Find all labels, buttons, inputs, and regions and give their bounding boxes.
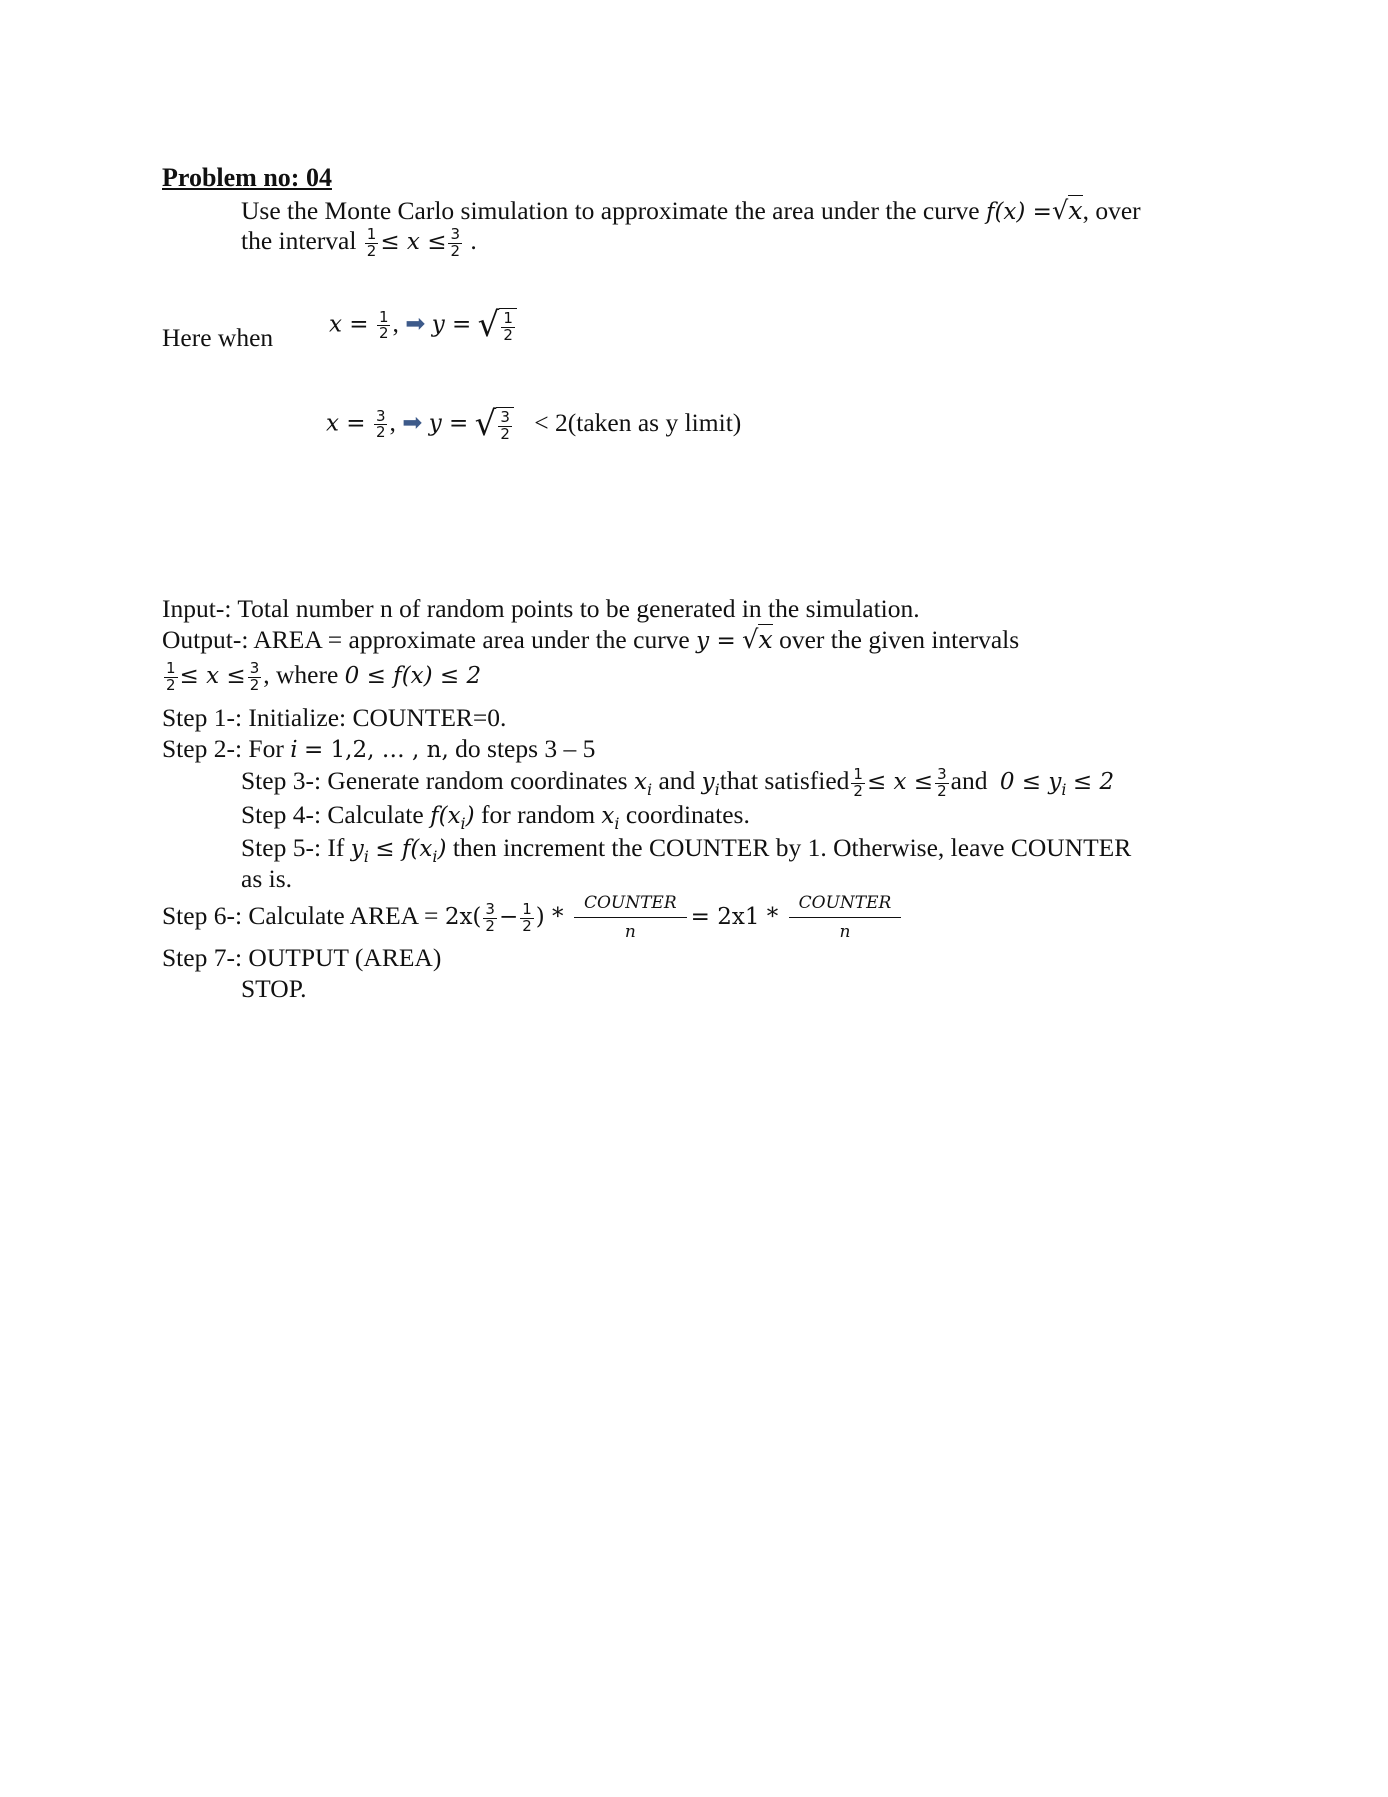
step-4-text: for random bbox=[481, 800, 596, 829]
comma: , bbox=[389, 407, 396, 437]
interval-inequality: ≤ x ≤ bbox=[866, 769, 934, 795]
step-4 bbox=[241, 800, 750, 833]
var-y: y bbox=[701, 769, 715, 795]
and-label: and bbox=[658, 766, 696, 795]
fraction-x1: $\frac{1}{2}$ bbox=[378, 307, 389, 343]
fraction-three-halves: $\frac{3}{2}$ bbox=[485, 900, 495, 935]
fraction-half: $\frac{1}{2}$ bbox=[853, 764, 863, 800]
y-equals: y = bbox=[428, 410, 469, 437]
var-y: y bbox=[350, 836, 364, 862]
step-5 bbox=[241, 833, 1131, 866]
area-expr: 2x( bbox=[444, 904, 482, 931]
sqrt-x: √x bbox=[1051, 196, 1083, 226]
equals-2x1: = 2x1 * bbox=[690, 904, 779, 931]
y-equals: y = bbox=[696, 628, 736, 654]
step-4-label: Step 4-: Calculate bbox=[241, 800, 424, 829]
sub-i: i bbox=[646, 780, 653, 800]
intro-line-1 bbox=[241, 196, 1141, 226]
step-3-label: Step 3-: Generate random coordinates bbox=[241, 766, 628, 795]
sub-i: i bbox=[363, 847, 369, 867]
f-of-x: ≤ f(x bbox=[375, 836, 433, 862]
where-label: , where bbox=[263, 660, 339, 689]
var-x: x bbox=[633, 769, 647, 795]
sub-i: i bbox=[460, 814, 466, 834]
y-bound-end: ≤ 2 bbox=[1072, 769, 1115, 795]
here-when-label: Here when bbox=[162, 323, 274, 352]
input-line: Input-: Total number n of random points to be generated in the simulation. bbox=[162, 594, 920, 623]
step-2-label: Step 2-: For bbox=[162, 734, 284, 763]
fraction-three-halves: $\frac{3}{2}$ bbox=[450, 224, 461, 260]
problem-heading: Problem no: 04 bbox=[162, 163, 332, 192]
fraction-three-halves: $\frac{3}{2}$ bbox=[937, 764, 947, 800]
sqrt-half: √ $\frac{1}{2}$ bbox=[478, 308, 517, 344]
output-line bbox=[162, 625, 1019, 655]
sqrt-x: √x bbox=[742, 625, 773, 655]
fraction-three-halves: $\frac{3}{2}$ bbox=[249, 658, 260, 694]
step-6-label: Step 6-: Calculate AREA = bbox=[162, 901, 439, 931]
right-arrow-icon: ➡ bbox=[405, 309, 426, 338]
step-5-label: Step 5-: If bbox=[241, 833, 345, 862]
sub-i: i bbox=[1061, 780, 1067, 800]
y-limit-note: < 2(taken as y limit) bbox=[534, 407, 742, 437]
step-2 bbox=[162, 734, 595, 764]
step-1: Step 1-: Initialize: COUNTER=0. bbox=[162, 703, 507, 732]
x-equals: x = bbox=[326, 410, 366, 437]
that-label: that satisfied bbox=[719, 766, 850, 795]
fraction-half: $\frac{1}{2}$ bbox=[366, 224, 377, 260]
step-3 bbox=[241, 766, 1114, 799]
intro-end: , over bbox=[1082, 196, 1141, 225]
fraction-counter-n: $\frac{\text{COUNTER}}{n}$ bbox=[574, 895, 687, 942]
paren: ) bbox=[437, 836, 447, 862]
interval-label: the interval bbox=[241, 226, 357, 255]
function-label: f(x) = bbox=[985, 199, 1052, 225]
period: . bbox=[470, 226, 477, 255]
minus: − bbox=[498, 904, 519, 931]
output-text: Output-: AREA = approximate area under the curve bbox=[162, 625, 690, 654]
case-row-2 bbox=[326, 404, 742, 444]
fraction-x2: $\frac{3}{2}$ bbox=[375, 406, 386, 442]
sub-i: i bbox=[614, 814, 620, 834]
index-range: = 1,2, … , n, bbox=[303, 737, 449, 763]
sub-i: i bbox=[432, 847, 438, 867]
y-bound: 0 ≤ y bbox=[999, 769, 1062, 795]
interval-line bbox=[162, 660, 481, 693]
paren: ) bbox=[465, 803, 475, 829]
intro-text: Use the Monte Carlo simulation to approximate the area under the curve bbox=[241, 196, 980, 225]
index-i: i bbox=[290, 737, 298, 763]
right-arrow-icon: ➡ bbox=[402, 408, 423, 437]
f-of-x: f(x bbox=[430, 803, 461, 829]
and-label: and bbox=[950, 766, 988, 795]
step-6 bbox=[162, 895, 905, 942]
fraction-half: $\frac{1}{2}$ bbox=[166, 658, 176, 694]
x-equals: x = bbox=[329, 311, 369, 338]
case-row-1 bbox=[329, 305, 517, 345]
sub-i: i bbox=[714, 780, 720, 800]
output-text-end: over the given intervals bbox=[779, 625, 1020, 654]
intro-line-2 bbox=[241, 226, 477, 259]
f-bounds: 0 ≤ f(x) ≤ 2 bbox=[344, 663, 482, 689]
stop-line: STOP. bbox=[241, 974, 307, 1003]
comma: , bbox=[392, 308, 399, 338]
step-7: Step 7-: OUTPUT (AREA) bbox=[162, 943, 442, 972]
y-equals: y = bbox=[431, 311, 472, 338]
step-2-text: do steps 3 – 5 bbox=[455, 734, 596, 763]
interval-inequality: ≤ x ≤ bbox=[179, 663, 246, 689]
step-4-end: coordinates. bbox=[625, 800, 750, 829]
close-times: ) * bbox=[535, 904, 564, 931]
interval-inequality: ≤ x ≤ bbox=[380, 229, 447, 255]
sqrt-three-halves: √ $\frac{3}{2}$ bbox=[475, 407, 514, 443]
fraction-counter-n: $\frac{\text{COUNTER}}{n}$ bbox=[789, 895, 902, 942]
fraction-half: $\frac{1}{2}$ bbox=[522, 900, 532, 935]
step-5-text: then increment the COUNTER by 1. Otherwise, leave COUNTER bbox=[452, 833, 1132, 862]
step-5-continued: as is. bbox=[241, 864, 292, 893]
var-x: x bbox=[601, 803, 615, 829]
